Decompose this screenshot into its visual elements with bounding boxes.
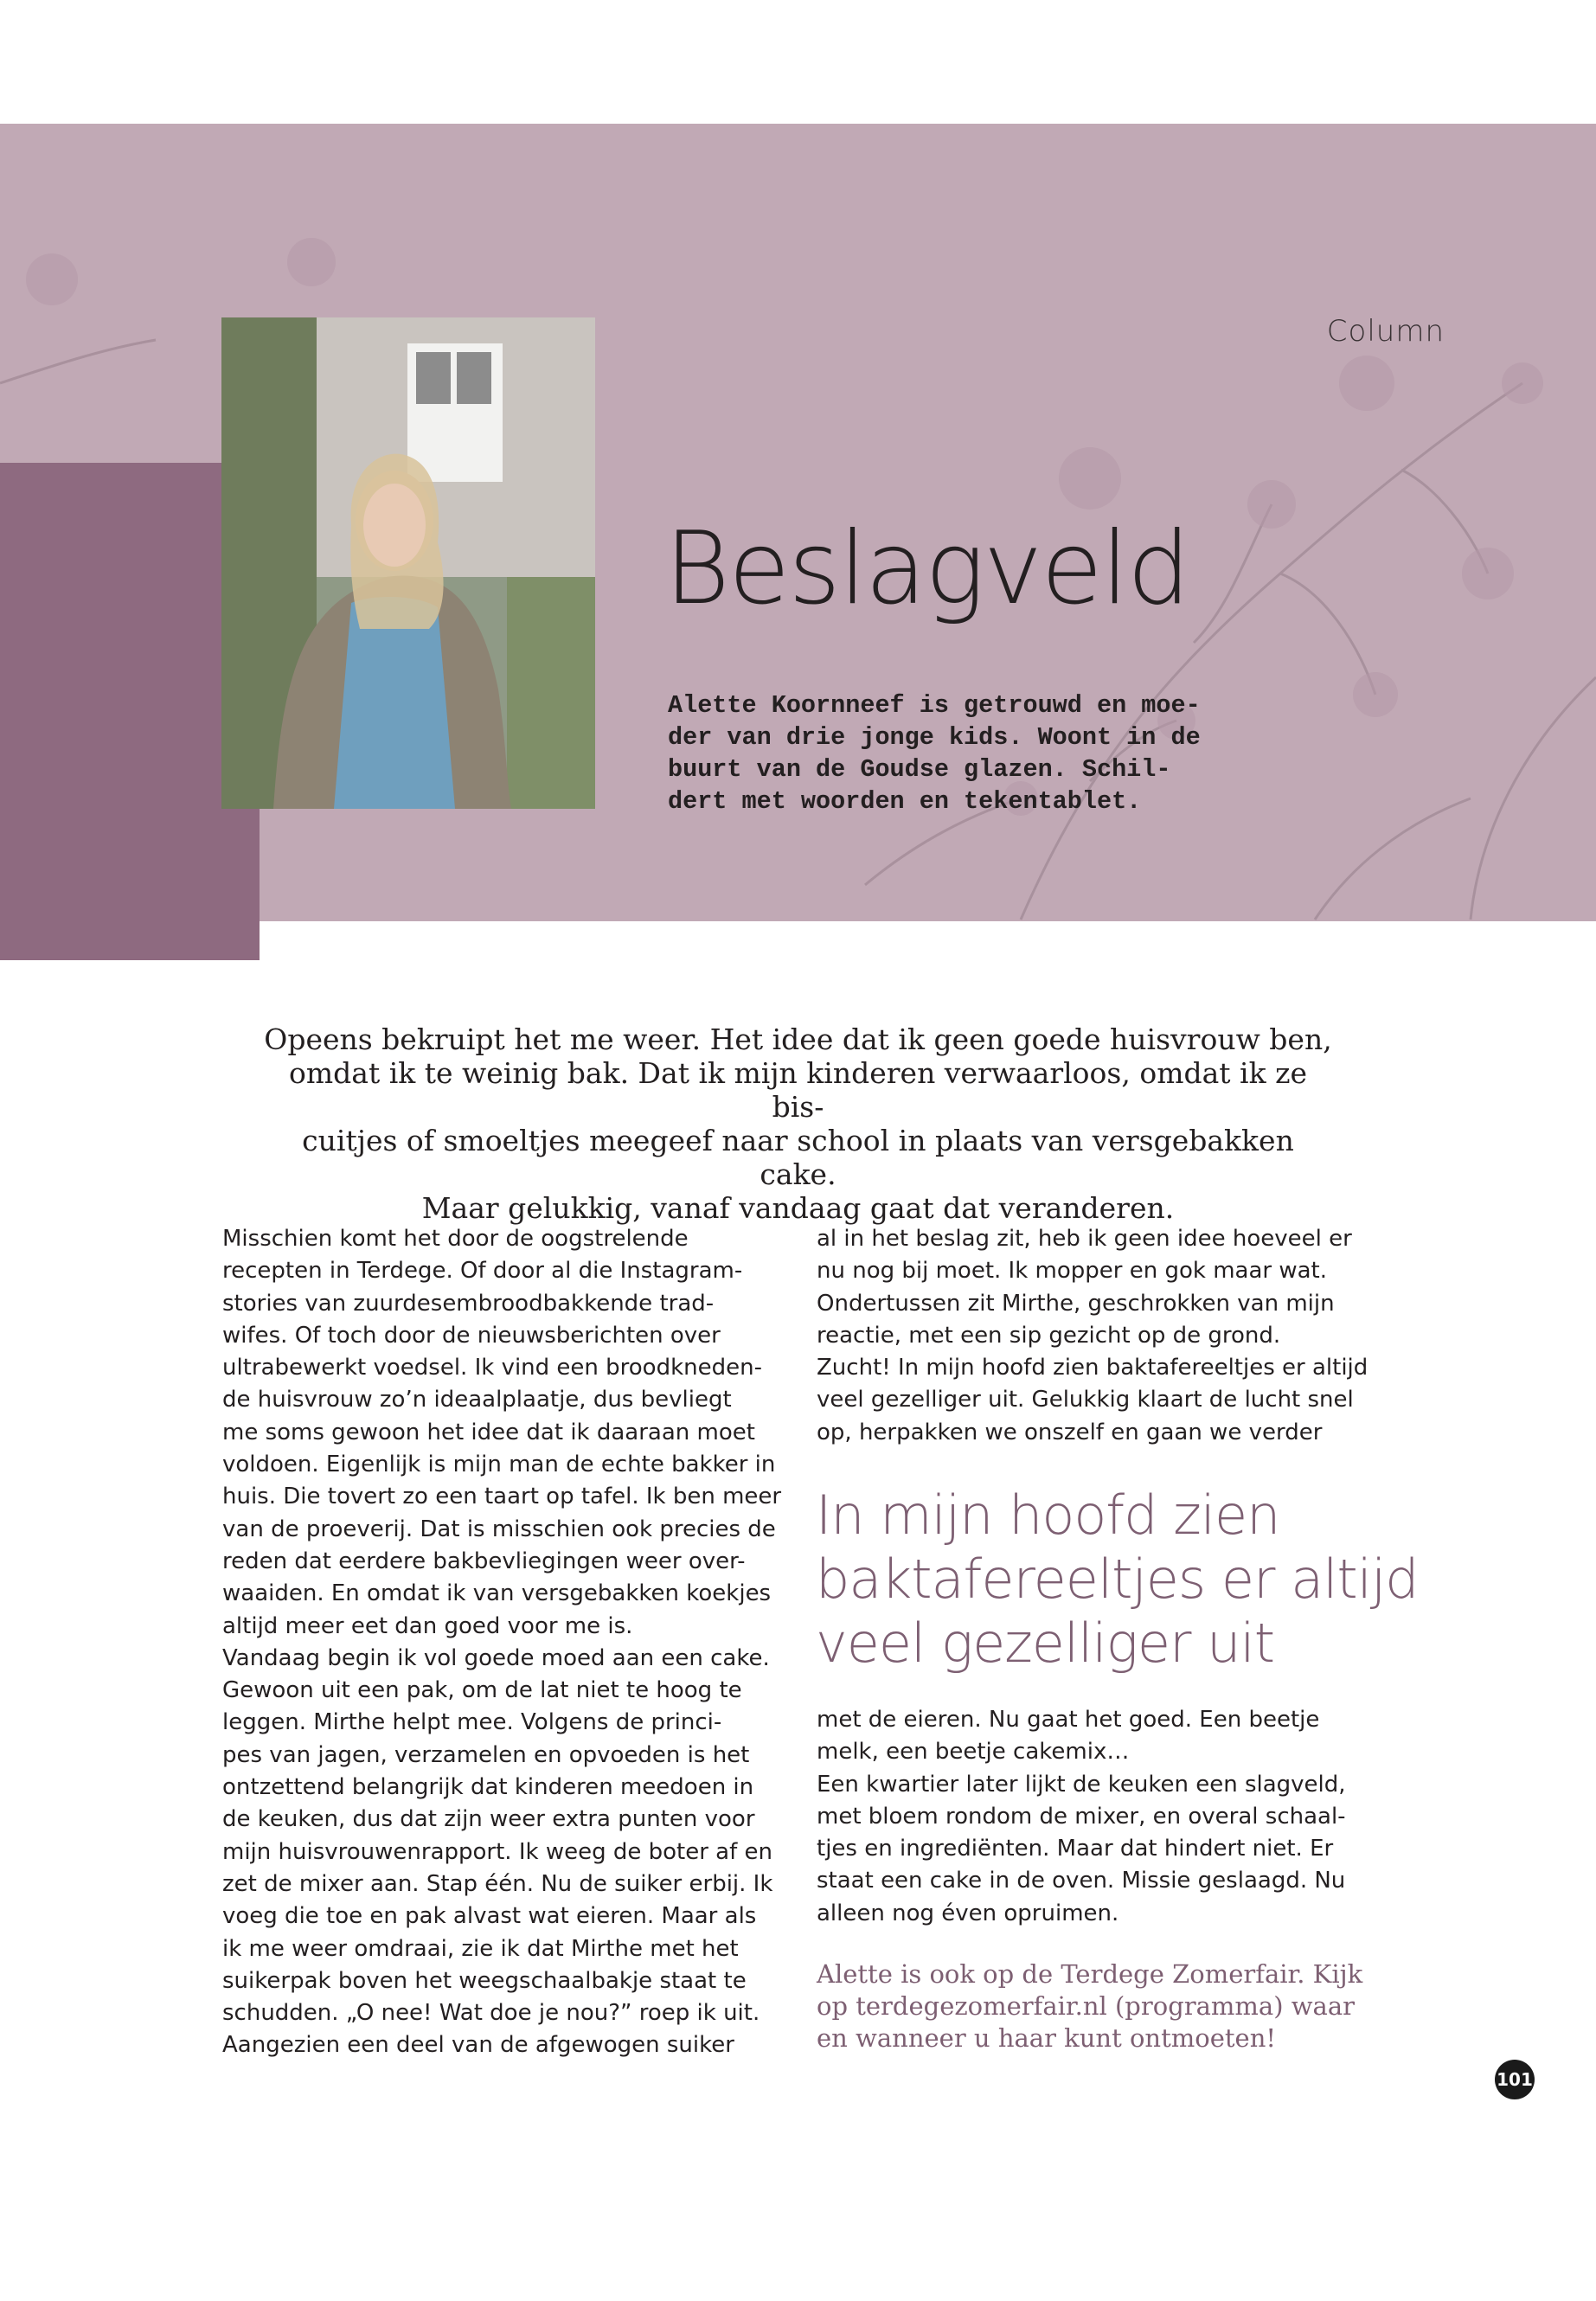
- body-line: veel gezelliger uit. Gelukkig klaart de lucht snel: [817, 1387, 1354, 1413]
- pull-quote-line: baktafereeltjes er altijd: [816, 1548, 1419, 1611]
- body-line: ik me weer omdraai, zie ik dat Mirthe met het: [222, 1935, 739, 1962]
- body-line: Een kwartier later lijkt de keuken een slagveld,: [817, 1771, 1346, 1798]
- lead-line: Opeens bekruipt het me weer. Het idee dat ik geen goede huisvrouw ben,: [264, 1022, 1332, 1056]
- body-line: huis. Die tovert zo een taart op tafel. Ik ben meer: [222, 1484, 782, 1510]
- body-line: schudden. „O nee! Wat doe je nou?” roep ik uit.: [222, 2000, 760, 2027]
- body-line: ontzettend belangrijk dat kinderen meedoen in: [222, 1774, 754, 1801]
- body-line: de keuken, dus dat zijn weer extra punten voor: [222, 1806, 755, 1833]
- lead-paragraph: [260, 1022, 1336, 1225]
- body-line: Vandaag begin ik vol goede moed aan een cake.: [222, 1644, 770, 1671]
- promo-line: Alette is ook op de Terdege Zomerfair. Kijk: [817, 1959, 1363, 1989]
- bio-line: Alette Koornneef is getrouwd en moe-: [668, 691, 1201, 720]
- body-line: reactie, met een sip gezicht op de grond.: [817, 1322, 1281, 1349]
- body-line: leggen. Mirthe helpt mee. Volgens de princi-: [222, 1709, 722, 1736]
- bio-line: der van drie jonge kids. Woont in de: [668, 723, 1201, 752]
- body-line: Gewoon uit een pak, om de lat niet te hoog te: [222, 1677, 742, 1704]
- body-column-left: [222, 1223, 793, 2062]
- body-line: suikerpak boven het weegschaalbakje staat te: [222, 1967, 747, 1994]
- page-number: 101: [1495, 2060, 1535, 2099]
- body-line: ultrabewerkt voedsel. Ik vind een broodkneden-: [222, 1355, 762, 1381]
- section-label: Column: [1326, 314, 1445, 349]
- body-line: altijd meer eet dan goed voor me is.: [222, 1612, 633, 1639]
- bio-line: buurt van de Goudse glazen. Schil-: [668, 755, 1171, 784]
- promo-line: op terdegezomerfair.nl (programma) waar: [817, 1991, 1355, 2021]
- body-line: reden dat eerdere bakbevliegingen weer over-: [222, 1548, 746, 1574]
- body-line: me soms gewoon het idee dat ik daaraan moet: [222, 1419, 755, 1445]
- body-line: pes van jagen, verzamelen en opvoeden is het: [222, 1741, 750, 1768]
- body-line: Ondertussen zit Mirthe, geschrokken van mijn: [817, 1290, 1335, 1317]
- body-line: tjes en ingrediënten. Maar dat hindert niet. Er: [817, 1836, 1334, 1862]
- body-line: zet de mixer aan. Stap één. Nu de suiker erbij. Ik: [222, 1870, 773, 1897]
- author-portrait-illustration: [221, 317, 595, 809]
- author-photo: [221, 317, 595, 809]
- body-line: Zucht! In mijn hoofd zien baktafereeltjes er altijd: [817, 1355, 1368, 1381]
- lead-line: omdat ik te weinig bak. Dat ik mijn kinderen verwaarloos, omdat ik ze bis-: [289, 1056, 1307, 1124]
- body-line: Misschien komt het door de oogstrelende: [222, 1226, 689, 1252]
- body-line: op, herpakken we onszelf en gaan we verder: [817, 1419, 1323, 1445]
- body-line: nu nog bij moet. Ik mopper en gok maar wat.: [817, 1258, 1328, 1285]
- pull-quote-line: veel gezelliger uit: [816, 1612, 1275, 1675]
- body-line: waaiden. En omdat ik van versgebakken koekjes: [222, 1580, 772, 1607]
- promo-line: en wanneer u haar kunt ontmoeten!: [817, 2023, 1277, 2053]
- body-column-right-top: [817, 1223, 1388, 1449]
- body-line: melk, een beetje cakemix…: [817, 1739, 1130, 1766]
- body-line: al in het beslag zit, heb ik geen idee hoeveel er: [817, 1226, 1352, 1252]
- body-column-right-bottom: [817, 1704, 1388, 1930]
- article-title: Beslagveld: [664, 510, 1189, 627]
- body-line: voeg die toe en pak alvast wat eieren. Maar als: [222, 1903, 757, 1930]
- body-line: mijn huisvrouwenrapport. Ik weeg de boter af en: [222, 1838, 772, 1865]
- pull-quote-line: In mijn hoofd zien: [816, 1484, 1280, 1547]
- body-line: van de proeverij. Dat is misschien ook precies de: [222, 1516, 776, 1542]
- body-line: recepten in Terdege. Of door al die Instagram-: [222, 1258, 743, 1285]
- author-bio: [668, 689, 1291, 817]
- body-line: voldoen. Eigenlijk is mijn man de echte bakker in: [222, 1452, 776, 1478]
- body-line: alleen nog éven opruimen.: [817, 1900, 1119, 1926]
- body-line: de huisvrouw zo’n ideaalplaatje, dus bevliegt: [222, 1387, 732, 1413]
- body-line: met bloem rondom de mixer, en overal schaal-: [817, 1803, 1346, 1830]
- body-line: Aangezien een deel van de afgewogen suiker: [222, 2032, 734, 2059]
- lead-line: cuitjes of smoeltjes meegeef naar school in plaats van versgebakken cake.: [302, 1124, 1294, 1191]
- bio-line: dert met woorden en tekentablet.: [668, 787, 1142, 816]
- pull-quote: [816, 1484, 1439, 1676]
- body-line: met de eieren. Nu gaat het goed. Een beetje: [817, 1707, 1320, 1733]
- body-line: wifes. Of toch door de nieuwsberichten over: [222, 1322, 721, 1349]
- lead-line: Maar gelukkig, vanaf vandaag gaat dat veranderen.: [421, 1191, 1175, 1225]
- body-line: stories van zuurdesembroodbakkende trad-: [222, 1290, 715, 1317]
- body-line: staat een cake in de oven. Missie geslaagd. Nu: [817, 1868, 1346, 1894]
- accent-block: [0, 463, 260, 960]
- promo-note: [817, 1958, 1405, 2054]
